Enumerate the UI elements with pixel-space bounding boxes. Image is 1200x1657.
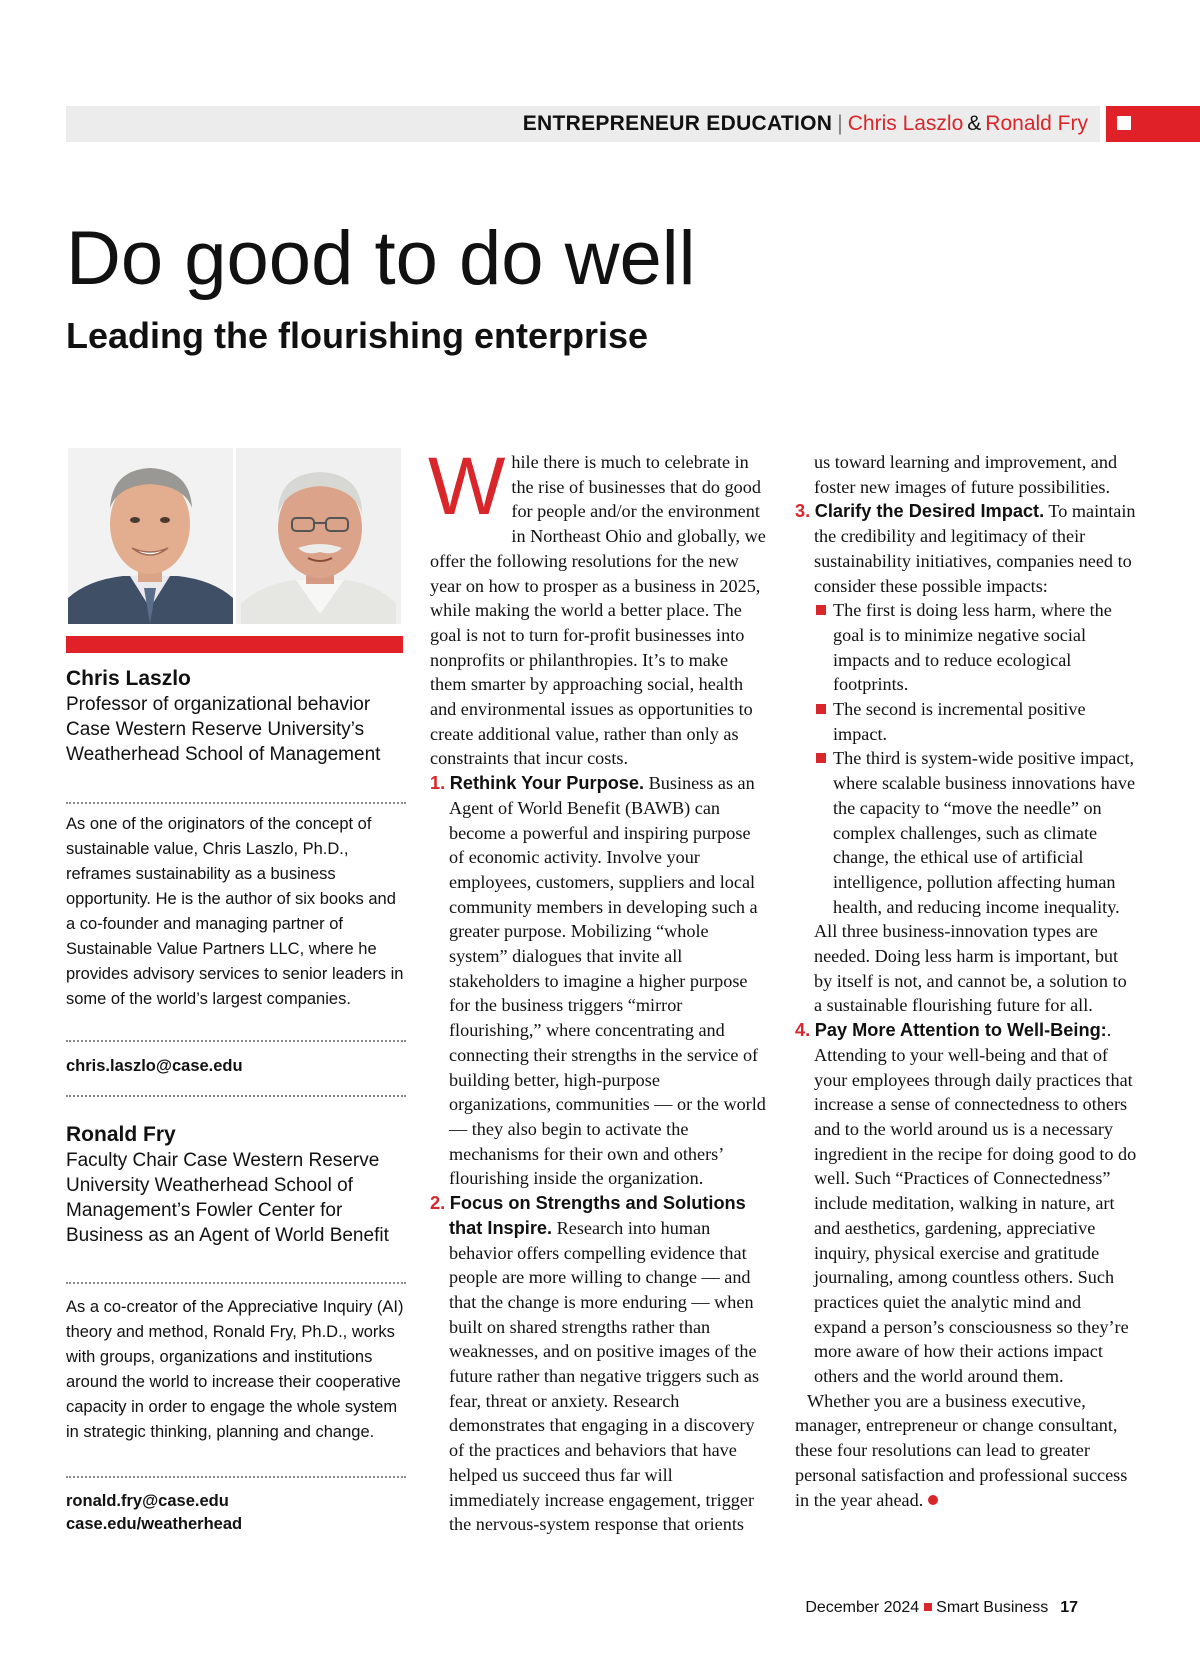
- author-2-name: Ronald Fry: [66, 1123, 176, 1146]
- resolution-2-heading: Focus on Strengths and Solutions that Inspire.: [449, 1193, 746, 1238]
- divider: [66, 1095, 406, 1097]
- resolution-4-body: . Attending to your well-being and that of your employees through daily practices that increase a sense of connectedness to others and to the world around us is a necessary ingredient in the recipe for doing good to do well. Such “Practices of Connectedness” include meditation, walking in nature, art and aesthetics, gardening, appreciative inquiry, physical exercise and gratitude journaling, among countless others. Such practices quiet the analytic mind and expand a person’s consciousness so they’re more aware of how their actions impact others and the world around them.: [814, 1020, 1137, 1387]
- resolution-2: [430, 1191, 766, 1537]
- square-bullet-icon: [816, 753, 826, 763]
- resolution-2-body: Research into human behavior offers compelling evidence that people are more willing to change — and that the change is more enduring — when built on shared strengths rather than weaknesses, and on positive images of the future rather than negative triggers such as fear, threat or anxiety. Research demonstrates that engaging in a discovery of the practices and behaviors that have helped us succeed thus far will immediately increase engagement, trigger the nervous-system response that orients: [449, 1217, 760, 1535]
- square-bullet-icon: [816, 704, 826, 714]
- impact-bullet: The second is incremental positive impact.: [795, 697, 1137, 746]
- resolution-3-conclusion: All three business-innovation types are needed. Doing less harm is important, but by itself is not, and cannot be, a solution to a sustainable flourishing future for all.: [814, 921, 1127, 1016]
- header-byline: [523, 111, 1088, 137]
- header-author-1: Chris Laszlo: [847, 112, 964, 135]
- end-mark-icon: [928, 1495, 938, 1505]
- drop-cap: W: [428, 441, 506, 532]
- page-number: 17: [1060, 1599, 1078, 1616]
- divider: [66, 802, 406, 804]
- impact-bullet: The third is system-wide positive impact, where scalable business innovations have the capacity to “move the needle” on complex challenges, such as climate change, the ethical use of artificial intelligence, pollution affecting human health, and reducing income inequality.: [795, 746, 1137, 919]
- author-1-role: Professor of organizational behavior Case Western Reserve University’s Weatherhead School of Management: [66, 694, 381, 765]
- author-photo-ronald-fry: [236, 448, 401, 624]
- article-column-2: [795, 450, 1137, 1512]
- resolution-2-number: 2.: [430, 1193, 446, 1214]
- author-2-email[interactable]: ronald.fry@case.edu: [66, 1492, 229, 1510]
- resolution-4-number: 4.: [795, 1020, 811, 1041]
- closing-paragraph: Whether you are a business executive, manager, entrepreneur or change consultant, these four resolutions can lead to greater personal satisfaction and professional success in the year ahead.: [795, 1390, 1128, 1510]
- page-footer: [805, 1598, 1078, 1618]
- author-2-role: Faculty Chair Case Western Reserve University Weatherhead School of Management’s Fowler Center for Business as an Agent of World Benefit: [66, 1150, 389, 1246]
- resolution-3-body: To maintain the credibility and legitimacy of their sustainability initiatives, companies need to consider these possible impacts:: [814, 501, 1136, 596]
- header-author-2: Ronald Fry: [985, 112, 1088, 135]
- author-red-bar: [66, 636, 403, 653]
- intro-text: hile there is much to celebrate in the rise of businesses that do good for people and/or the environment in Northeast Ohio and globally, we offer the following resolutions for the new year on how to prosper as a business in 2025, while making the world a better place. The goal is not to turn for-profit businesses into nonprofits or philanthropies. It’s to make them smarter by approaching social, health and environmental issues as opportunities to create additional value, rather than only as constraints that incur costs.: [430, 452, 766, 769]
- divider: [66, 1040, 406, 1042]
- author-1-name: Chris Laszlo: [66, 667, 191, 690]
- divider: [66, 1476, 406, 1478]
- section-label: ENTREPRENEUR EDUCATION: [522, 112, 833, 135]
- footer-publication: Smart Business: [936, 1599, 1049, 1616]
- resolution-3-number: 3.: [795, 501, 811, 522]
- author-photo-chris-laszlo: [68, 448, 233, 624]
- author-1-block: [66, 666, 406, 767]
- divider: [66, 1282, 406, 1284]
- author-2-block: [66, 1122, 406, 1248]
- header-ampersand: &: [967, 112, 982, 135]
- resolution-1-heading: Rethink Your Purpose.: [449, 773, 645, 794]
- author-1-email[interactable]: chris.laszlo@case.edu: [66, 1057, 243, 1075]
- article-subtitle: Leading the flourishing enterprise: [66, 315, 649, 356]
- square-icon: [924, 1603, 932, 1611]
- footer-date: December 2024: [805, 1599, 920, 1616]
- author-2-contact: [66, 1490, 406, 1536]
- intro-paragraph: [428, 441, 766, 771]
- square-icon: [1117, 116, 1131, 130]
- resolution-3: [795, 499, 1137, 598]
- author-2-bio: As a co-creator of the Appreciative Inquiry (AI) theory and method, Ronald Fry, Ph.D., works with groups, organizations and institutions around the world to increase their cooperative capacity in order to engage the whole system in strategic thinking, planning and change.: [66, 1298, 404, 1441]
- resolution-1-body: Business as an Agent of World Benefit (BAWB) can become a powerful and inspiring purpose of economic activity. Involve your employees, customers, suppliers and local community members in developing such a greater purpose. Mobilizing “whole system” dialogues that invite all stakeholders to imagine a higher purpose for the business triggers “mirror flourishing,” where concentrating and connecting their strengths in the service of building better, high-purpose organizations, communities — or the world — they also begin to activate the mechanisms for their own and others’ flourishing inside the organization.: [449, 773, 766, 1189]
- resolution-4: [795, 1018, 1137, 1389]
- resolution-4-heading: Pay More Attention to Well-Being:: [814, 1020, 1107, 1041]
- impact-bullet: The first is doing less harm, where the goal is to minimize negative social impacts and to reduce ecological footprints.: [795, 598, 1137, 697]
- resolution-3-heading: Clarify the Desired Impact.: [814, 501, 1045, 522]
- author-2-website[interactable]: case.edu/weatherhead: [66, 1515, 243, 1533]
- author-1-bio: As one of the originators of the concept of sustainable value, Chris Laszlo, Ph.D., reframes sustainability as a business opportunity. He is the author of six books and a co-founder and managing partner of Sustainable Value Partners LLC, where he provides advisory services to senior leaders in some of the world’s largest companies.: [66, 815, 404, 1008]
- resolution-1-number: 1.: [430, 773, 446, 794]
- resolution-1: [430, 771, 766, 1191]
- resolution-2-continued: us toward learning and improvement, and foster new images of future possibilities.: [814, 452, 1118, 497]
- square-bullet-icon: [816, 605, 826, 615]
- header-separator: |: [837, 112, 843, 135]
- article-column-1: [428, 441, 766, 1537]
- article-title: Do good to do well: [66, 216, 696, 301]
